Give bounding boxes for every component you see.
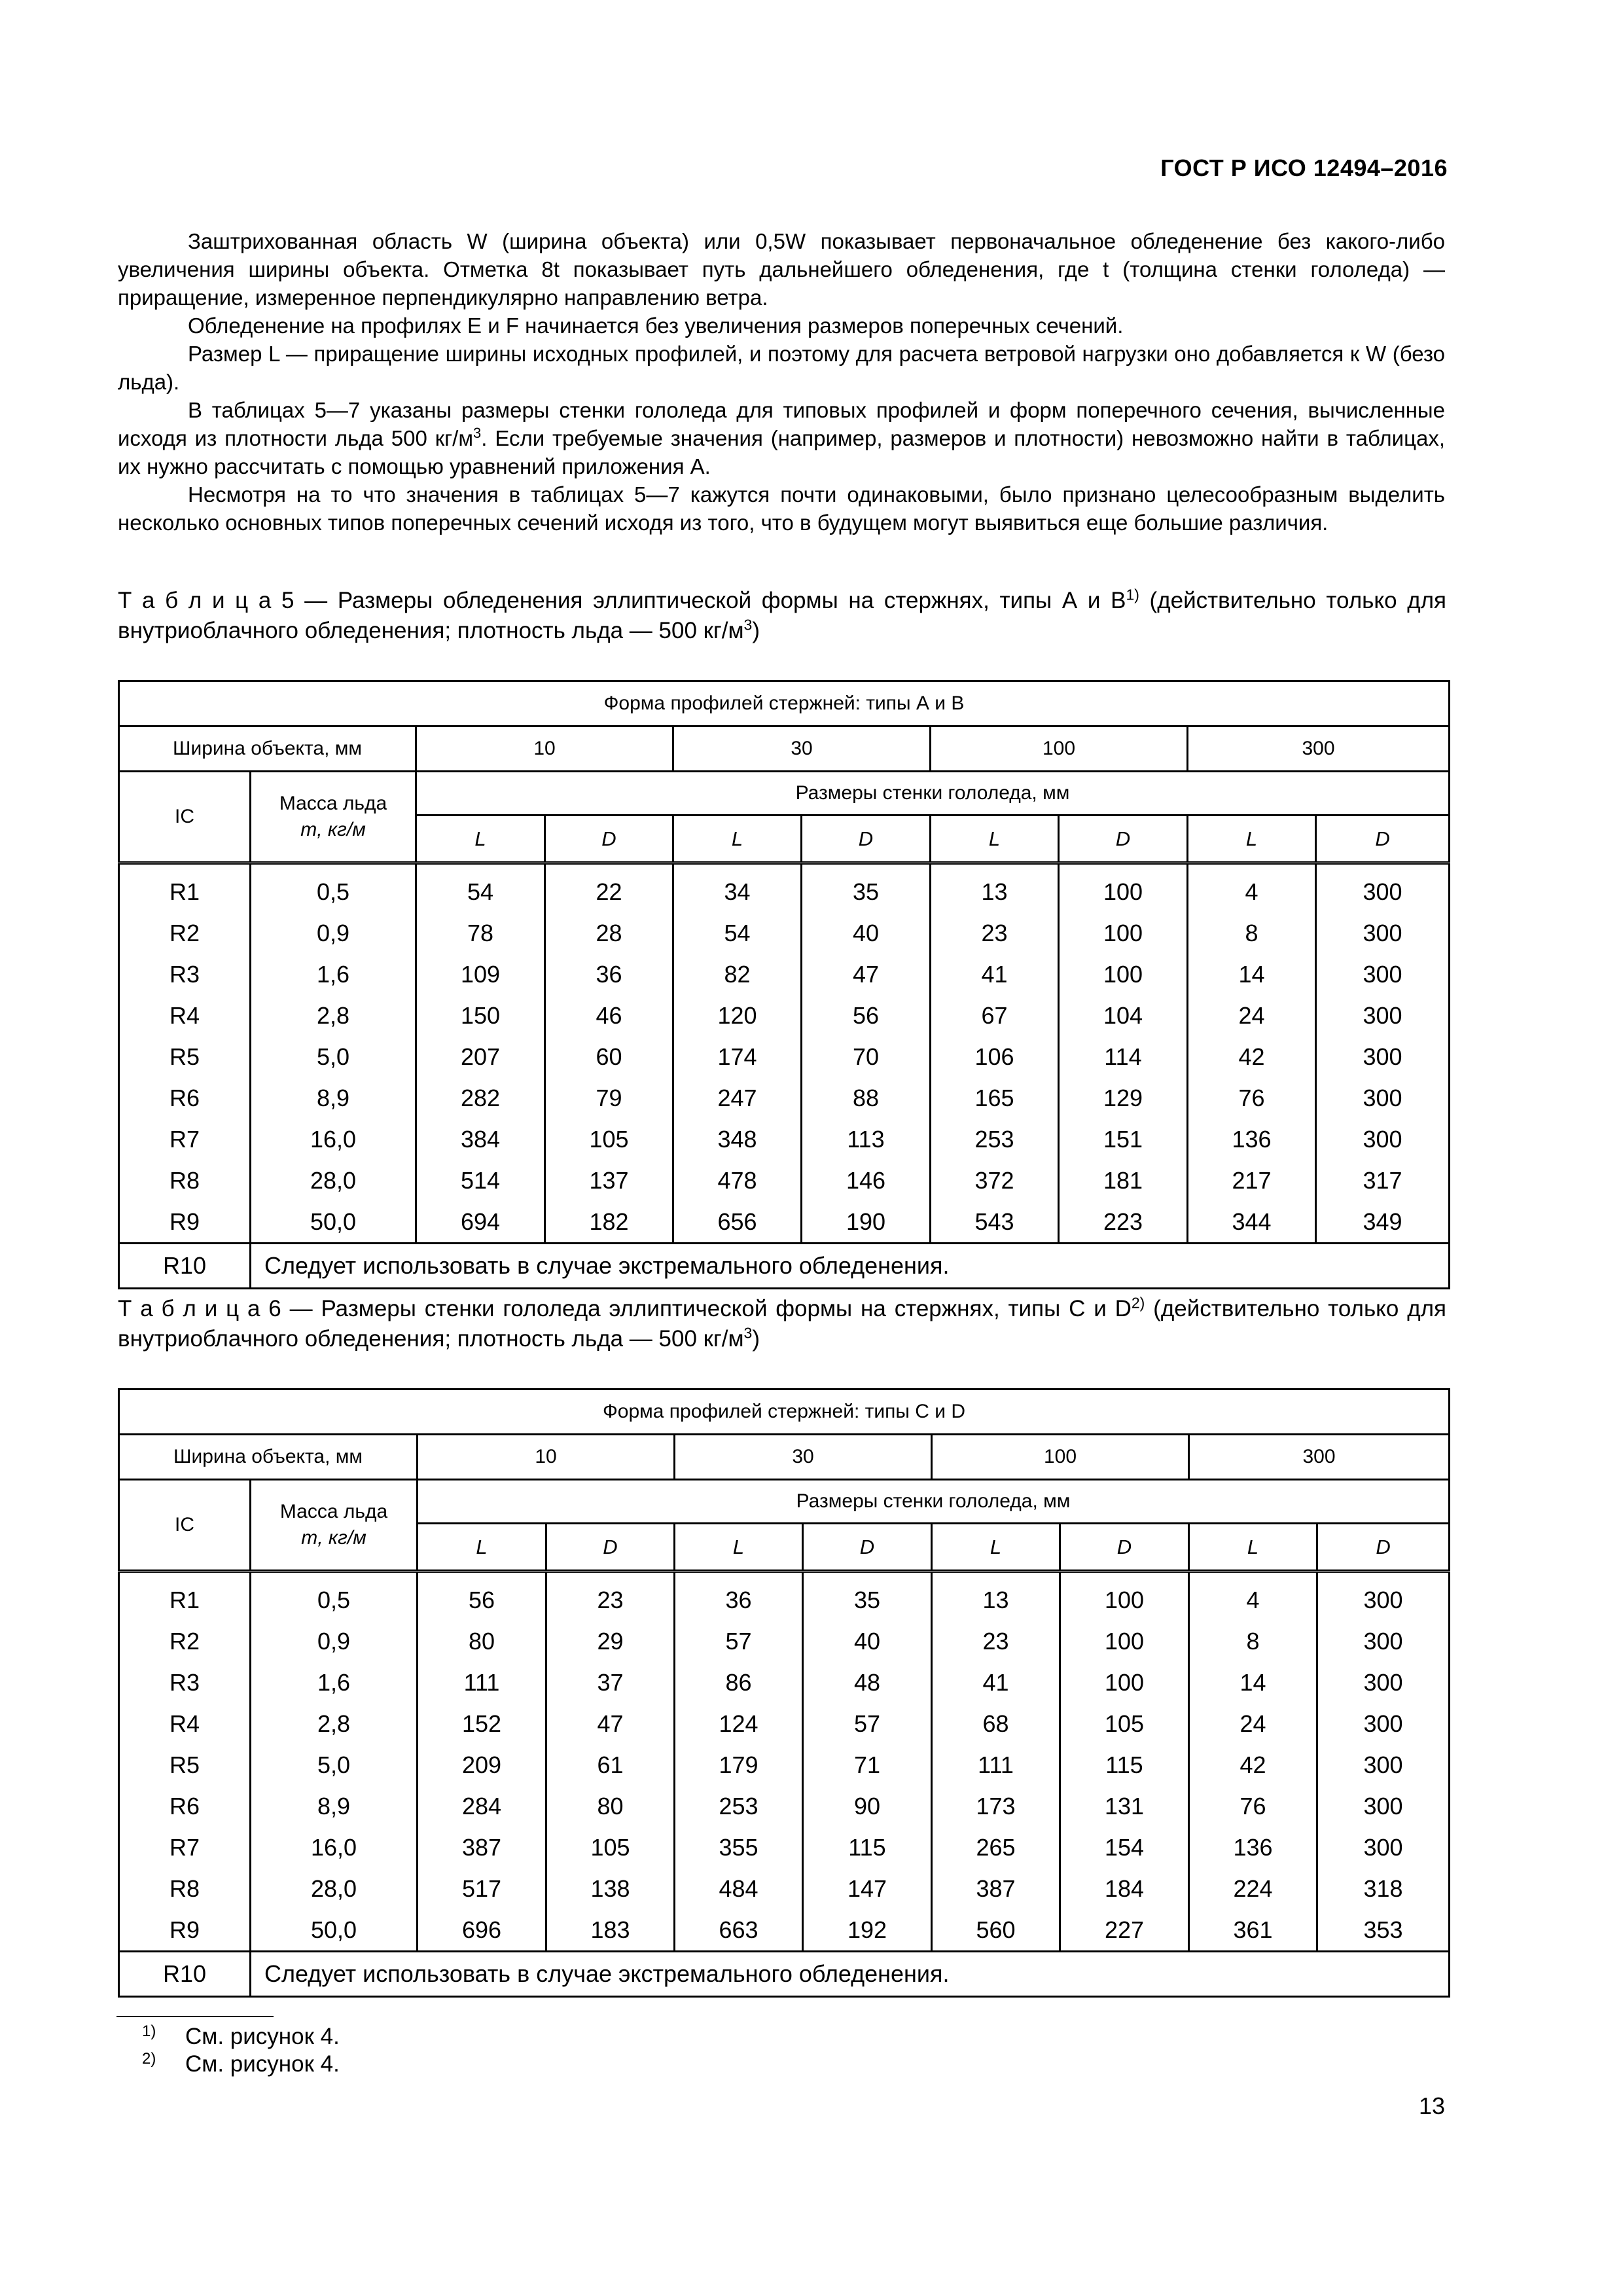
value-cell: 353 — [1317, 1909, 1450, 1952]
table-row — [119, 863, 1450, 913]
sub-header: L — [416, 816, 545, 863]
value-cell: 146 — [802, 1160, 931, 1201]
mass-cell: 5,0 — [251, 1036, 416, 1077]
value-cell: 355 — [675, 1827, 803, 1868]
table-row — [119, 954, 1450, 995]
value-cell: 111 — [418, 1662, 546, 1703]
value-cell: 300 — [1316, 1036, 1450, 1077]
value-cell: 190 — [802, 1201, 931, 1244]
mass-cell: 28,0 — [251, 1868, 418, 1909]
value-cell: 105 — [546, 1827, 675, 1868]
value-cell: 34 — [673, 863, 802, 913]
paragraph: Заштрихованная область W (ширина объекта) или 0,5W показывает первоначальное обледенение без какого-либо увеличения ширины объекта. Отметка 8t показывает путь дальнейшего обледенения, где t (толщина стенки гололеда) — приращение, измеренное перпендикулярно направлению ветра. — [118, 229, 1445, 310]
table-row — [119, 1077, 1450, 1119]
table-row — [119, 1744, 1450, 1785]
value-cell: 152 — [418, 1703, 546, 1744]
value-cell: 82 — [673, 954, 802, 995]
size-header: Размеры стенки гололеда, мм — [416, 772, 1450, 816]
ic-cell: R8 — [119, 1160, 251, 1201]
value-cell: 253 — [931, 1119, 1059, 1160]
mass-cell: 1,6 — [251, 954, 416, 995]
ic-cell: R2 — [119, 1621, 251, 1662]
value-cell: 300 — [1316, 1119, 1450, 1160]
value-cell: 41 — [931, 954, 1059, 995]
value-cell: 100 — [1060, 1662, 1189, 1703]
mass-cell: 28,0 — [251, 1160, 416, 1201]
value-cell: 138 — [546, 1868, 675, 1909]
sub-header: D — [1316, 816, 1450, 863]
value-cell: 656 — [673, 1201, 802, 1244]
value-cell: 56 — [418, 1571, 546, 1621]
body-text — [118, 227, 1445, 537]
value-cell: 105 — [545, 1119, 673, 1160]
mass-header: Масса льда m, кг/м — [251, 772, 416, 863]
value-cell: 68 — [932, 1703, 1060, 1744]
value-cell: 147 — [803, 1868, 932, 1909]
value-cell: 300 — [1316, 954, 1450, 995]
sub-header: L — [675, 1524, 803, 1571]
paragraph: В таблицах 5—7 указаны размеры стенки гололеда для типовых профилей и форм поперечного сечения, вычисленные исходя из плотности льда 500 $кг/м^3$. Если требуемые значения (например, размеров и плотности) невозможно найти в таблицах, их нужно рассчитать с помощью уравнений приложения А. — [118, 398, 1445, 478]
ic-cell: R7 — [119, 1119, 251, 1160]
value-cell: 115 — [1060, 1744, 1189, 1785]
value-cell: 174 — [673, 1036, 802, 1077]
mass-header: Масса льда m, кг/м — [251, 1480, 418, 1571]
table-5-body — [119, 863, 1450, 1244]
value-cell: 61 — [546, 1744, 675, 1785]
sub-header: D — [802, 816, 931, 863]
value-cell: 387 — [418, 1827, 546, 1868]
ic-cell: R9 — [119, 1909, 251, 1952]
value-cell: 115 — [803, 1827, 932, 1868]
value-cell: 90 — [803, 1785, 932, 1827]
value-cell: 111 — [932, 1744, 1060, 1785]
mass-cell: 0,5 — [251, 863, 416, 913]
table-5-caption: Т а б л и ц а 5 — Размеры обледенения эллиптической формы на стержнях, типы А и $В^{1)}$ (действительно только для внутриоблачного обледенения; плотность льда — 500 $кг/м^3$) — [118, 586, 1447, 643]
sub-header: D — [1317, 1524, 1450, 1571]
value-cell: 181 — [1059, 1160, 1188, 1201]
mass-cell: 0,9 — [251, 1621, 418, 1662]
value-cell: 344 — [1188, 1201, 1316, 1244]
value-cell: 300 — [1316, 912, 1450, 954]
mass-cell: 16,0 — [251, 1119, 416, 1160]
value-cell: 300 — [1317, 1571, 1450, 1621]
value-cell: 106 — [931, 1036, 1059, 1077]
sub-header: L — [418, 1524, 546, 1571]
ic-cell: R3 — [119, 954, 251, 995]
ic-cell: R7 — [119, 1827, 251, 1868]
table-5 — [118, 680, 1450, 1289]
value-cell: 40 — [803, 1621, 932, 1662]
sub-header: L — [1189, 1524, 1317, 1571]
value-cell: 154 — [1060, 1827, 1189, 1868]
footnote-1: 1) См. рисунок 4. — [142, 2022, 340, 2049]
value-cell: 8 — [1188, 912, 1316, 954]
value-cell: 348 — [673, 1119, 802, 1160]
value-cell: 35 — [802, 863, 931, 913]
value-cell: 88 — [802, 1077, 931, 1119]
value-cell: 694 — [416, 1201, 545, 1244]
value-cell: 300 — [1317, 1827, 1450, 1868]
value-cell: 109 — [416, 954, 545, 995]
sub-header: D — [546, 1524, 675, 1571]
footnote-2: 2) См. рисунок 4. — [142, 2050, 340, 2077]
table-row — [119, 1952, 1450, 1997]
mass-cell: 8,9 — [251, 1077, 416, 1119]
table-6 — [118, 1388, 1450, 1998]
ic-header: IC — [119, 1480, 251, 1571]
value-cell: 179 — [675, 1744, 803, 1785]
value-cell: 47 — [802, 954, 931, 995]
value-cell: 71 — [803, 1744, 932, 1785]
value-cell: 28 — [545, 912, 673, 954]
value-cell: 207 — [416, 1036, 545, 1077]
value-cell: 209 — [418, 1744, 546, 1785]
value-cell: 36 — [675, 1571, 803, 1621]
mass-cell: 2,8 — [251, 995, 416, 1036]
value-cell: 29 — [546, 1621, 675, 1662]
table-row — [119, 912, 1450, 954]
width-header: Ширина объекта, мм — [119, 1435, 418, 1480]
table-row — [119, 1827, 1450, 1868]
value-cell: 543 — [931, 1201, 1059, 1244]
value-cell: 114 — [1059, 1036, 1188, 1077]
ic-cell: R10 — [119, 1952, 251, 1997]
value-cell: 14 — [1188, 954, 1316, 995]
value-cell: 80 — [546, 1785, 675, 1827]
value-cell: 24 — [1189, 1703, 1317, 1744]
footnote-divider — [116, 2016, 274, 2017]
table-row — [119, 1703, 1450, 1744]
value-cell: 76 — [1188, 1077, 1316, 1119]
value-cell: 192 — [803, 1909, 932, 1952]
value-cell: 300 — [1316, 995, 1450, 1036]
value-cell: 224 — [1189, 1868, 1317, 1909]
value-cell: 131 — [1060, 1785, 1189, 1827]
value-cell: 300 — [1317, 1621, 1450, 1662]
mass-cell: 5,0 — [251, 1744, 418, 1785]
value-cell: 247 — [673, 1077, 802, 1119]
value-cell: 253 — [675, 1785, 803, 1827]
width-10: 10 — [418, 1435, 675, 1480]
value-cell: 300 — [1317, 1744, 1450, 1785]
value-cell: 361 — [1189, 1909, 1317, 1952]
value-cell: 284 — [418, 1785, 546, 1827]
value-cell: 100 — [1059, 863, 1188, 913]
table-row — [119, 1785, 1450, 1827]
value-cell: 67 — [931, 995, 1059, 1036]
table-row — [119, 995, 1450, 1036]
value-cell: 22 — [545, 863, 673, 913]
width-300: 300 — [1188, 726, 1450, 772]
value-cell: 4 — [1188, 863, 1316, 913]
sub-header: D — [1059, 816, 1188, 863]
value-cell: 23 — [546, 1571, 675, 1621]
width-300: 300 — [1189, 1435, 1450, 1480]
value-cell: 165 — [931, 1077, 1059, 1119]
value-cell: 70 — [802, 1036, 931, 1077]
value-cell: 517 — [418, 1868, 546, 1909]
value-cell: 478 — [673, 1160, 802, 1201]
document-header: ГОСТ Р ИСО 12494–2016 — [1160, 154, 1448, 181]
value-cell: 47 — [546, 1703, 675, 1744]
value-cell: 8 — [1189, 1621, 1317, 1662]
table-row — [119, 1621, 1450, 1662]
value-cell: 35 — [803, 1571, 932, 1621]
sub-header: L — [673, 816, 802, 863]
table-row — [119, 1244, 1450, 1289]
value-cell: 663 — [675, 1909, 803, 1952]
value-cell: 184 — [1060, 1868, 1189, 1909]
mass-cell: 16,0 — [251, 1827, 418, 1868]
value-cell: 560 — [932, 1909, 1060, 1952]
r10-note: Следует использовать в случае экстремального обледенения. — [251, 1952, 1450, 1997]
table-6-caption: Т а б л и ц а 6 — Размеры стенки гололеда эллиптической формы на стержнях, типы С и $D^{2)}$ (действительно только для внутриоблачного обледенения; плотность льда — 500 $кг/м^3$) — [118, 1294, 1446, 1352]
value-cell: 36 — [545, 954, 673, 995]
table-row — [119, 1909, 1450, 1952]
value-cell: 151 — [1059, 1119, 1188, 1160]
mass-cell: 50,0 — [251, 1909, 418, 1952]
value-cell: 4 — [1189, 1571, 1317, 1621]
value-cell: 136 — [1188, 1119, 1316, 1160]
sub-header: L — [932, 1524, 1060, 1571]
value-cell: 387 — [932, 1868, 1060, 1909]
profile-header: Форма профилей стержней: типы А и В — [119, 681, 1450, 726]
value-cell: 76 — [1189, 1785, 1317, 1827]
ic-cell: R6 — [119, 1077, 251, 1119]
value-cell: 696 — [418, 1909, 546, 1952]
value-cell: 223 — [1059, 1201, 1188, 1244]
value-cell: 42 — [1189, 1744, 1317, 1785]
ic-cell: R8 — [119, 1868, 251, 1909]
value-cell: 100 — [1059, 912, 1188, 954]
value-cell: 173 — [932, 1785, 1060, 1827]
mass-cell: 1,6 — [251, 1662, 418, 1703]
width-100: 100 — [931, 726, 1188, 772]
ic-cell: R5 — [119, 1036, 251, 1077]
width-100: 100 — [932, 1435, 1189, 1480]
value-cell: 514 — [416, 1160, 545, 1201]
table-row — [119, 1036, 1450, 1077]
value-cell: 300 — [1316, 1077, 1450, 1119]
mass-cell: 0,5 — [251, 1571, 418, 1621]
value-cell: 37 — [546, 1662, 675, 1703]
ic-cell: R5 — [119, 1744, 251, 1785]
ic-cell: R2 — [119, 912, 251, 954]
sub-header: L — [931, 816, 1059, 863]
value-cell: 54 — [673, 912, 802, 954]
value-cell: 100 — [1059, 954, 1188, 995]
value-cell: 40 — [802, 912, 931, 954]
value-cell: 227 — [1060, 1909, 1189, 1952]
mass-cell: 8,9 — [251, 1785, 418, 1827]
paragraph: Обледенение на профилях E и F начинается без увеличения размеров поперечных сечений. — [188, 314, 1124, 338]
value-cell: 300 — [1317, 1703, 1450, 1744]
size-header: Размеры стенки гололеда, мм — [418, 1480, 1450, 1524]
value-cell: 300 — [1317, 1662, 1450, 1703]
value-cell: 42 — [1188, 1036, 1316, 1077]
sub-header: D — [803, 1524, 932, 1571]
paragraph: Размер L — приращение ширины исходных профилей, и поэтому для расчета ветровой нагрузки оно добавляется к W (безо льда). — [118, 342, 1445, 394]
value-cell: 120 — [673, 995, 802, 1036]
value-cell: 317 — [1316, 1160, 1450, 1201]
value-cell: 54 — [416, 863, 545, 913]
value-cell: 104 — [1059, 995, 1188, 1036]
table-row — [119, 1160, 1450, 1201]
value-cell: 282 — [416, 1077, 545, 1119]
mass-cell: 0,9 — [251, 912, 416, 954]
value-cell: 105 — [1060, 1703, 1189, 1744]
width-30: 30 — [675, 1435, 932, 1480]
width-10: 10 — [416, 726, 673, 772]
value-cell: 23 — [932, 1621, 1060, 1662]
ic-cell: R3 — [119, 1662, 251, 1703]
value-cell: 56 — [802, 995, 931, 1036]
table-row — [119, 1662, 1450, 1703]
value-cell: 136 — [1189, 1827, 1317, 1868]
ic-header: IC — [119, 772, 251, 863]
value-cell: 80 — [418, 1621, 546, 1662]
r10-note: Следует использовать в случае экстремального обледенения. — [251, 1244, 1450, 1289]
value-cell: 79 — [545, 1077, 673, 1119]
sub-header: L — [1188, 816, 1316, 863]
ic-cell: R10 — [119, 1244, 251, 1289]
value-cell: 137 — [545, 1160, 673, 1201]
value-cell: 372 — [931, 1160, 1059, 1201]
ic-cell: R1 — [119, 1571, 251, 1621]
value-cell: 57 — [675, 1621, 803, 1662]
value-cell: 265 — [932, 1827, 1060, 1868]
ic-cell: R1 — [119, 863, 251, 913]
value-cell: 57 — [803, 1703, 932, 1744]
ic-cell: R4 — [119, 1703, 251, 1744]
value-cell: 384 — [416, 1119, 545, 1160]
value-cell: 48 — [803, 1662, 932, 1703]
table-row — [119, 1571, 1450, 1621]
value-cell: 23 — [931, 912, 1059, 954]
ic-cell: R6 — [119, 1785, 251, 1827]
ic-cell: R9 — [119, 1201, 251, 1244]
value-cell: 113 — [802, 1119, 931, 1160]
value-cell: 183 — [546, 1909, 675, 1952]
value-cell: 60 — [545, 1036, 673, 1077]
sub-header: D — [1060, 1524, 1189, 1571]
value-cell: 182 — [545, 1201, 673, 1244]
table-row — [119, 1201, 1450, 1244]
value-cell: 100 — [1060, 1571, 1189, 1621]
value-cell: 349 — [1316, 1201, 1450, 1244]
mass-cell: 2,8 — [251, 1703, 418, 1744]
value-cell: 129 — [1059, 1077, 1188, 1119]
value-cell: 46 — [545, 995, 673, 1036]
value-cell: 300 — [1316, 863, 1450, 913]
value-cell: 78 — [416, 912, 545, 954]
value-cell: 24 — [1188, 995, 1316, 1036]
value-cell: 13 — [931, 863, 1059, 913]
width-30: 30 — [673, 726, 931, 772]
profile-header: Форма профилей стержней: типы С и D — [119, 1390, 1450, 1435]
table-row — [119, 1119, 1450, 1160]
mass-cell: 50,0 — [251, 1201, 416, 1244]
page-number: 13 — [1418, 2092, 1445, 2119]
value-cell: 41 — [932, 1662, 1060, 1703]
value-cell: 100 — [1060, 1621, 1189, 1662]
value-cell: 13 — [932, 1571, 1060, 1621]
sub-header: D — [545, 816, 673, 863]
value-cell: 86 — [675, 1662, 803, 1703]
width-header: Ширина объекта, мм — [119, 726, 416, 772]
value-cell: 14 — [1189, 1662, 1317, 1703]
paragraph: Несмотря на то что значения в таблицах 5—7 кажутся почти одинаковыми, было признано целесообразным выделить несколько основных типов поперечных сечений исходя из того, что в будущем могут выявиться еще большие различия. — [118, 482, 1445, 535]
table-6-body — [119, 1571, 1450, 1952]
value-cell: 318 — [1317, 1868, 1450, 1909]
table-row — [119, 1868, 1450, 1909]
value-cell: 484 — [675, 1868, 803, 1909]
value-cell: 217 — [1188, 1160, 1316, 1201]
ic-cell: R4 — [119, 995, 251, 1036]
value-cell: 124 — [675, 1703, 803, 1744]
value-cell: 300 — [1317, 1785, 1450, 1827]
value-cell: 150 — [416, 995, 545, 1036]
